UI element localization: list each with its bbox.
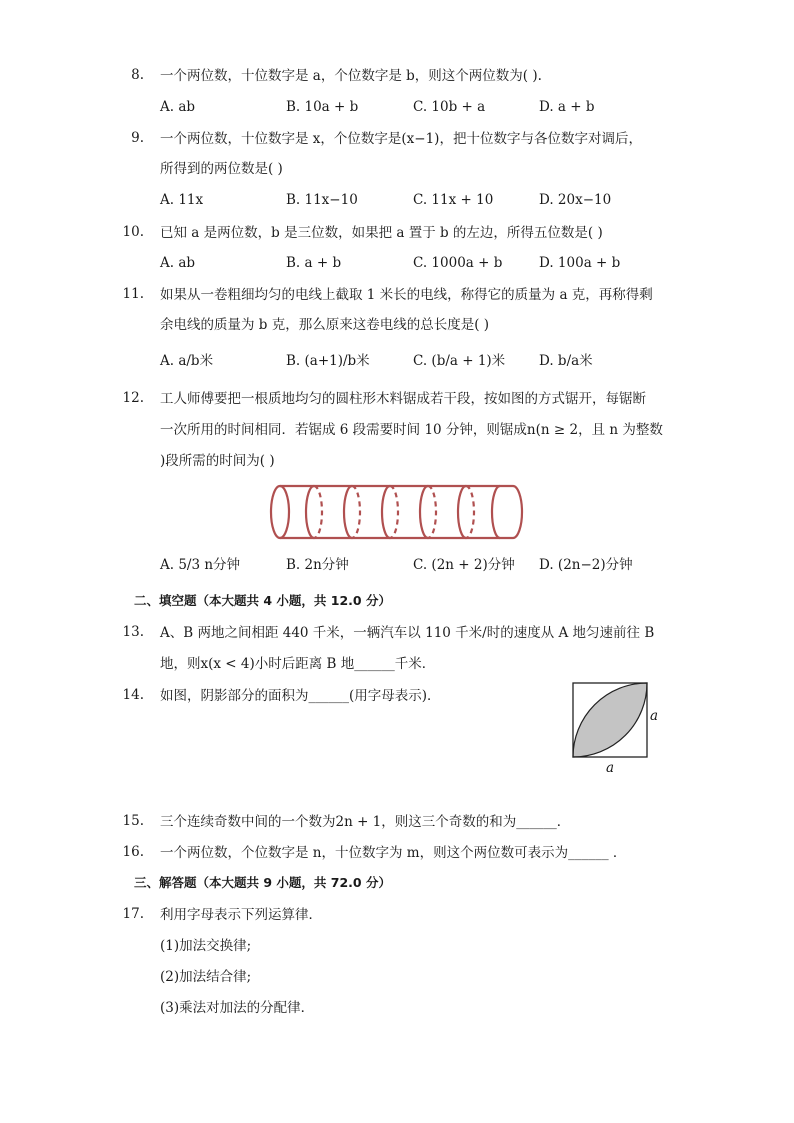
q10-number: 10. [122, 224, 144, 240]
q17-part-1: (1)加法交换律; [160, 938, 252, 954]
shaded-lens-region [573, 683, 647, 757]
q11-option-b: B. (a+1)/b米 [286, 353, 370, 369]
q12-stem-line3: )段所需的时间为( ) [160, 453, 275, 469]
q16-stem: 一个两位数，个位数字是 n，十位数字为 m，则这个两位数可表示为______ ． [160, 845, 627, 861]
q9-option-b: B. 11x−10 [286, 192, 358, 208]
q10-option-b: B. a + b [286, 255, 342, 271]
section-fill-in-heading: 二、填空题（本大题共 4 小题，共 12.0 分） [134, 593, 391, 608]
q11-stem-line1: 如果从一卷粗细均匀的电线上截取 1 米长的电线，称得它的质量为 a 克，再称得剩 [160, 287, 653, 303]
q13-stem-line1: A、B 两地之间相距 440 千米，一辆汽车以 110 千米/时的速度从 A 地匀速前往 B [160, 625, 655, 641]
q12-stem-line1: 工人师傅要把一根质地均匀的圆柱形木料锯成若干段，按如图的方式锯开，每锯断 [160, 391, 646, 407]
q9-stem-line2: 所得到的两位数是( ) [160, 161, 283, 177]
q8-number: 8. [131, 67, 144, 83]
q12-option-c: C. (2n + 2)分钟 [413, 557, 515, 573]
q17-part-2: (2)加法结合律; [160, 969, 252, 985]
q17-number: 17. [122, 906, 144, 922]
q15-stem: 三个连续奇数中间的一个数为2n + 1，则这三个奇数的和为______． [160, 814, 571, 830]
q8-option-c: C. 10b + a [413, 99, 486, 115]
cylinder-left-end [271, 486, 289, 538]
q8-option-a: A. ab [160, 99, 196, 115]
q16-number: 16. [122, 844, 144, 860]
q8-option-b: B. 10a + b [286, 99, 359, 115]
side-label-bottom: a [606, 760, 615, 776]
q14-number: 14. [122, 687, 144, 703]
side-label-right: a [650, 708, 659, 724]
q13-stem-line2: 地，则x(x < 4)小时后距离 B 地______千米． [160, 656, 436, 672]
section-answer-heading: 三、解答题（本大题共 9 小题，共 72.0 分） [134, 875, 391, 890]
q17-stem: 利用字母表示下列运算律． [160, 907, 322, 923]
q17-part-3: (3)乘法对加法的分配律． [160, 1000, 315, 1016]
q9-stem-line1: 一个两位数，十位数字是 x，个位数字是(x−1)，把十位数字与各位数字对调后， [160, 131, 642, 147]
shaded-square-figure [572, 682, 648, 758]
q12-option-d: D. (2n−2)分钟 [539, 557, 633, 573]
q12-stem-line2: 一次所用的时间相同．若锯成 6 段需要时间 10 分钟，则锯成n(n ≥ 2，且 n 为整数 [160, 422, 663, 438]
q14-stem: 如图，阴影部分的面积为______(用字母表示)． [160, 688, 441, 704]
q9-option-c: C. 11x + 10 [413, 192, 494, 208]
q12-option-b: B. 2n分钟 [286, 557, 349, 573]
q11-option-a: A. a/b米 [160, 353, 214, 369]
q12-option-a: A. 5/3 n分钟 [160, 557, 241, 573]
cylinder-right-end [513, 486, 522, 538]
q9-option-a: A. 11x [160, 192, 204, 208]
q10-option-c: C. 1000a + b [413, 255, 503, 271]
q10-stem: 已知 a 是两位数，b 是三位数，如果把 a 置于 b 的左边，所得五位数是( ) [160, 225, 603, 241]
q8-option-d: D. a + b [539, 99, 595, 115]
q10-option-a: A. ab [160, 255, 196, 271]
q11-option-c: C. (b/a + 1)米 [413, 353, 506, 369]
q10-option-d: D. 100a + b [539, 255, 621, 271]
cylinder-saw-figure [268, 482, 526, 542]
q9-number: 9. [131, 130, 144, 146]
q9-option-d: D. 20x−10 [539, 192, 612, 208]
q8-stem: 一个两位数，十位数字是 a，个位数字是 b，则这个两位数为( ). [160, 68, 542, 84]
q12-number: 12. [122, 390, 144, 406]
q15-number: 15. [122, 813, 144, 829]
q11-option-d: D. b/a米 [539, 353, 593, 369]
q11-stem-line2: 余电线的质量为 b 克，那么原来这卷电线的总长度是( ) [160, 317, 490, 333]
q13-number: 13. [122, 624, 144, 640]
q11-number: 11. [122, 286, 144, 302]
